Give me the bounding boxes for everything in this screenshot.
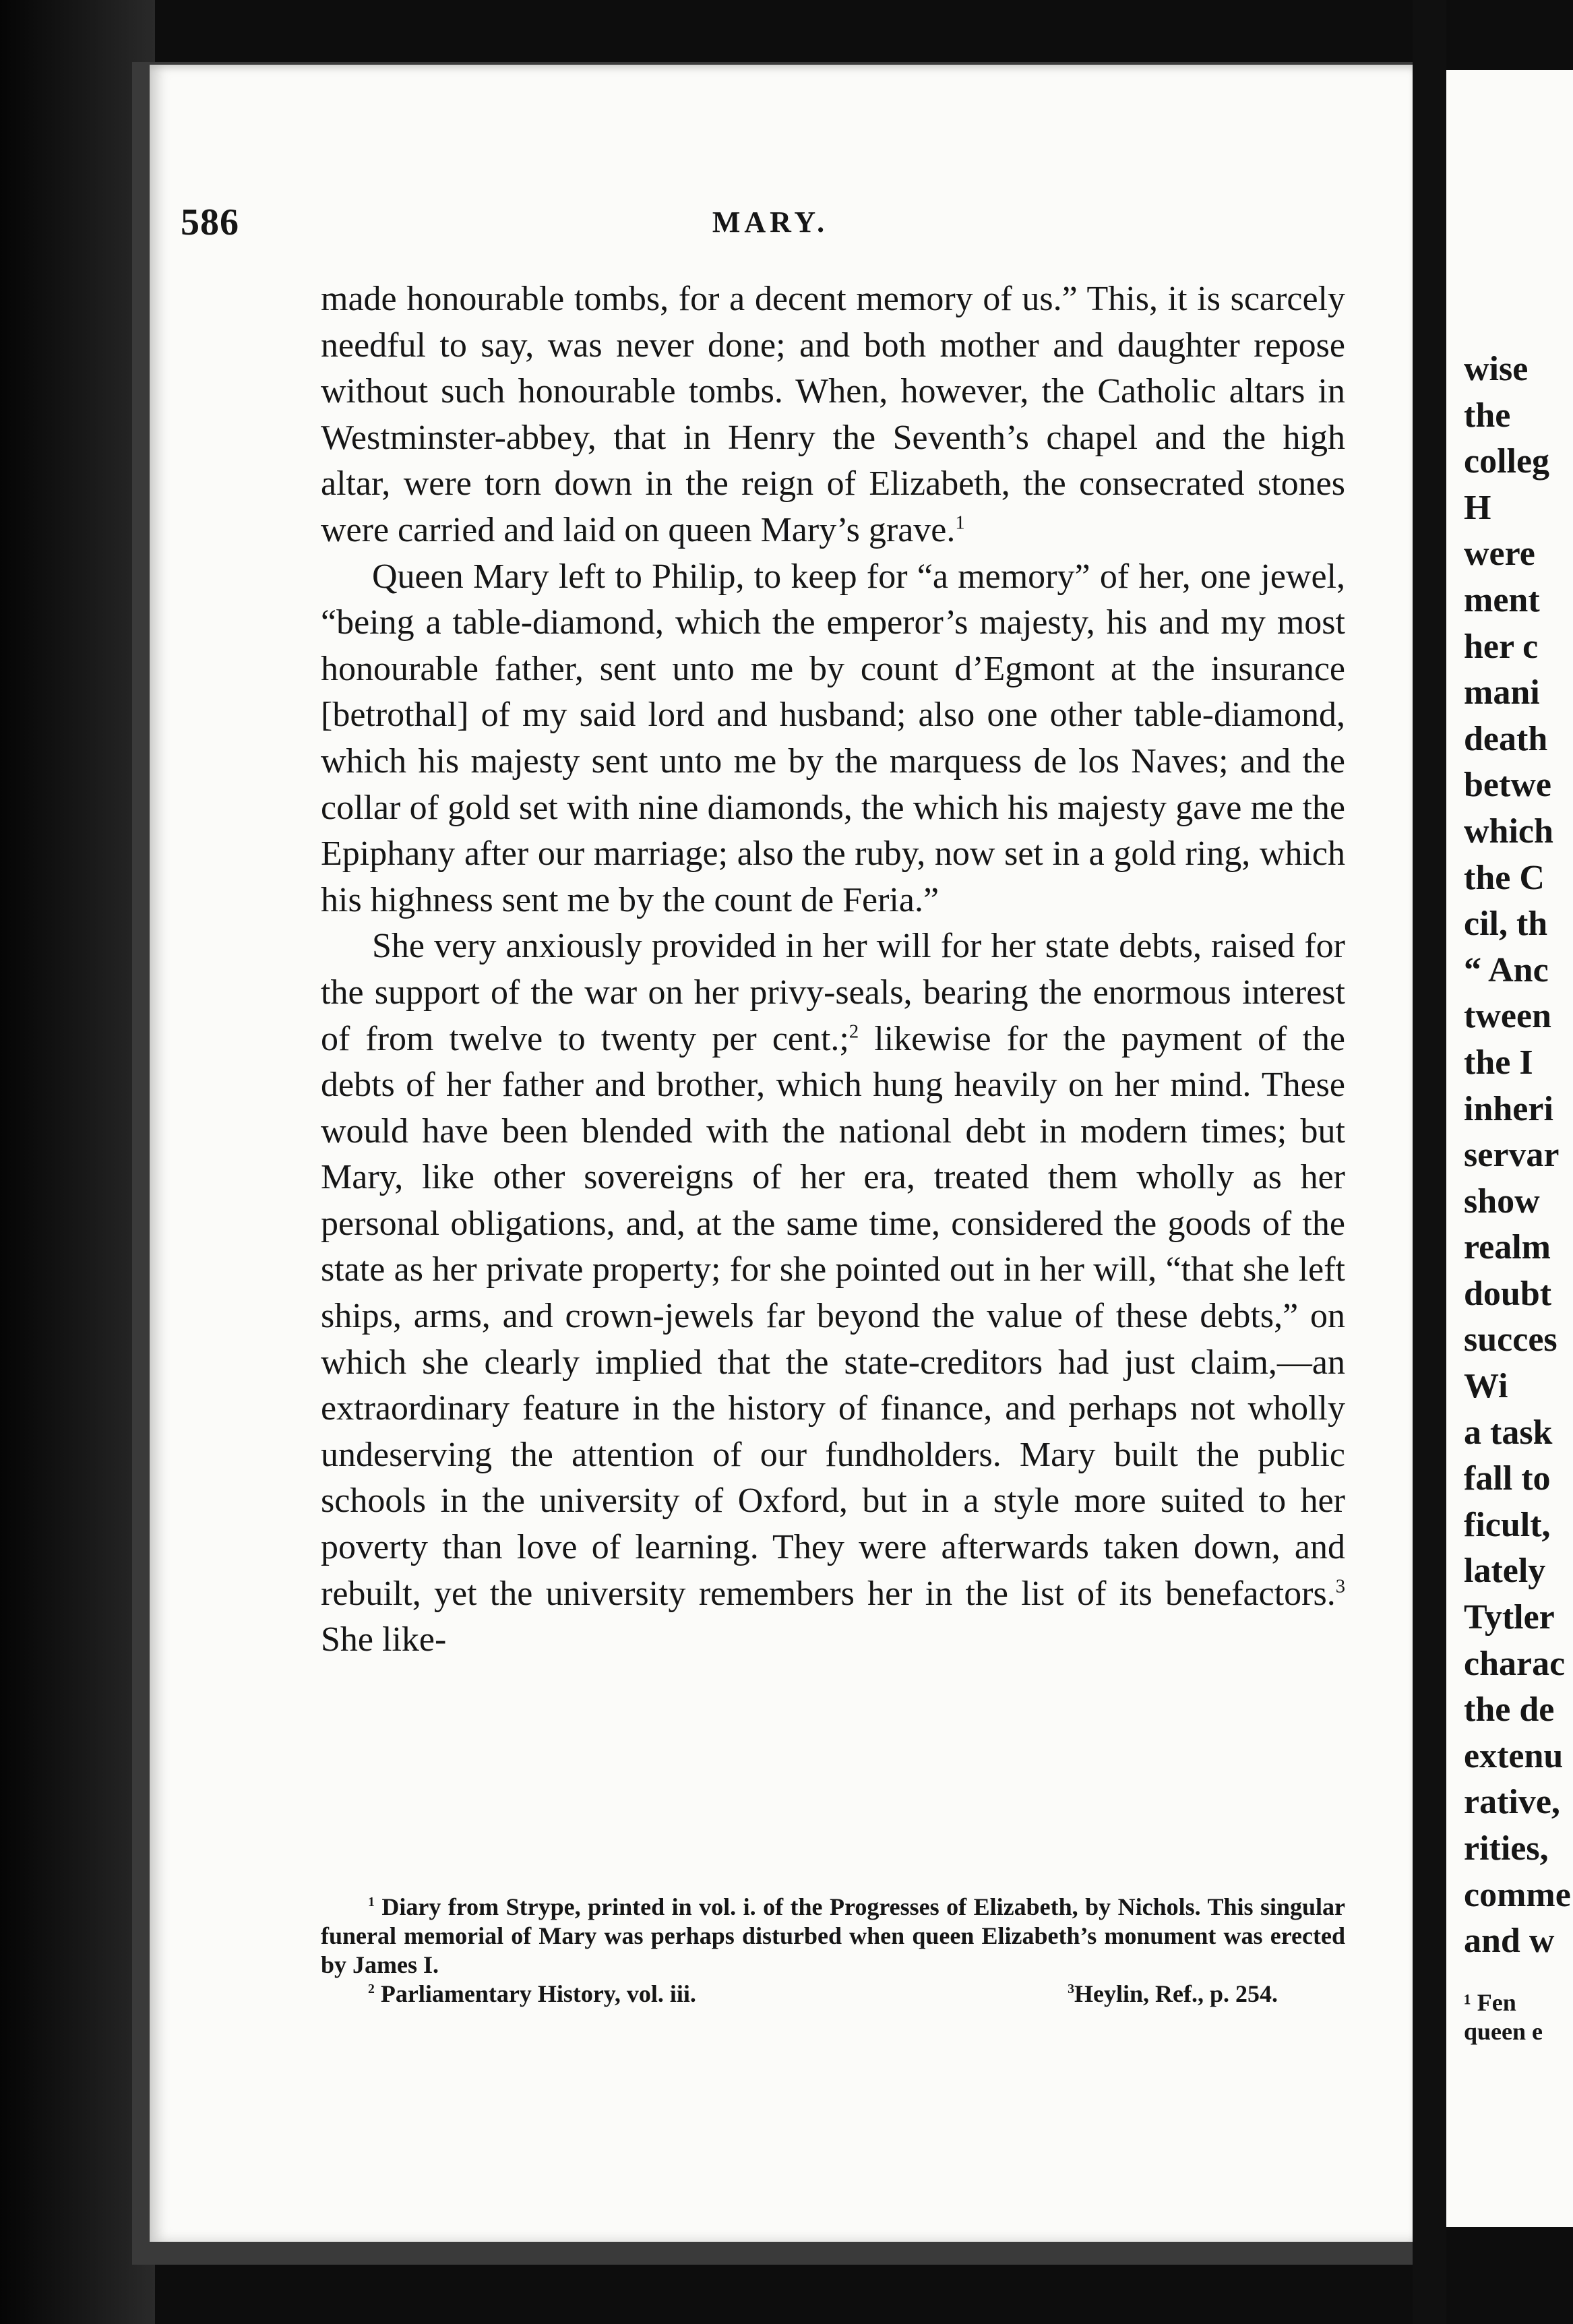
facing-page-line: H <box>1464 488 1491 527</box>
facing-page-line: succes <box>1464 1320 1557 1359</box>
footnote-ref: 3 <box>1335 1576 1345 1597</box>
facing-page <box>1446 70 1573 2227</box>
footnote-text: Parliamentary History, vol. iii. <box>380 1980 696 2007</box>
footnote-marker: 1 <box>368 1895 375 1909</box>
facing-page-footnote <box>1464 1988 1573 2046</box>
facing-page-line: cil, th <box>1464 905 1548 944</box>
facing-page-line: rative, <box>1464 1783 1560 1822</box>
facing-page-line: show <box>1464 1182 1540 1221</box>
paragraph-text: She like- <box>321 1620 447 1659</box>
running-title: MARY. <box>712 206 829 239</box>
facing-page-line: inheri <box>1464 1089 1553 1128</box>
facing-page-text <box>1464 346 1573 1965</box>
footnote-2 <box>368 1980 696 2009</box>
facing-page-line: extenu <box>1464 1736 1564 1775</box>
facing-page-line: and w <box>1464 1922 1555 1961</box>
facing-page-line: lately <box>1464 1552 1546 1591</box>
facing-page-line: which <box>1464 812 1553 851</box>
facing-page-line: charac <box>1464 1644 1566 1683</box>
footnote-3 <box>1068 1980 1278 2009</box>
main-text <box>321 276 1345 1663</box>
page-header <box>181 201 1360 248</box>
facing-page-line: doubt <box>1464 1274 1552 1313</box>
facing-page-line: ficult, <box>1464 1505 1551 1544</box>
facing-page-footnote-line: ¹ Fen <box>1464 1989 1516 2016</box>
footnote-ref: 2 <box>849 1021 859 1043</box>
facing-page-line: tween <box>1464 997 1551 1036</box>
footnote-text: Diary from Strype, printed in vol. i. of the Progresses of Elizabeth, by Nichols. This singular funeral memorial of Mary was perhaps disturbed when queen Elizabeth’s monument was erected by James I. <box>321 1893 1346 1978</box>
facing-page-line: rities, <box>1464 1829 1549 1868</box>
facing-page-line: mani <box>1464 673 1540 712</box>
facing-page-line: the <box>1464 396 1511 435</box>
paragraph-3 <box>321 923 1345 1663</box>
facing-page-line: ment <box>1464 580 1540 619</box>
page-number: 586 <box>181 202 239 243</box>
facing-page-line: Wi <box>1464 1367 1508 1406</box>
paragraph-text: She very anxiously provided in her will for her state debts, raised for the support of the war on her privy-seals, bearing the enormous interest of from twelve to twenty per cent.; <box>321 927 1345 1058</box>
book-gutter <box>1413 0 1446 2324</box>
facing-page-line: servar <box>1464 1136 1560 1175</box>
facing-page-line: the I <box>1464 1043 1533 1082</box>
paragraph-2 <box>321 554 1345 924</box>
footnotes <box>321 1893 1345 2009</box>
facing-page-line: her c <box>1464 627 1539 666</box>
paragraph-text: made honourable tombs, for a decent memory of us.” This, it is scarcely needful to say, was never done; and both mother and daughter repose without such honourable tombs. When, however, the Catholic altars in Westminster-abbey, that in Henry the Seventh’s chapel and the high altar, were torn down in the reign of Elizabeth, the consecrated stones were carried and laid on queen Mary’s grave. <box>321 280 1345 549</box>
facing-page-line: betwe <box>1464 766 1551 805</box>
facing-page-footnote-line: queen e <box>1464 2018 1543 2045</box>
footnote-marker: 2 <box>368 1982 375 1996</box>
facing-page-line: a task <box>1464 1413 1553 1452</box>
footnote-marker: 3 <box>1068 1982 1074 1996</box>
paragraph-text: Queen Mary left to Philip, to keep for “a memory” of her, one jewel, “being a table-diamond, which the emperor’s majesty, his and my most honourable father, sent unto me by count d’Egmont at the insurance [betrothal] of my said lord and husband; also one other table-diamond, which his majesty sent unto me by the marquess de los Naves; and the collar of gold set with nine diamonds, the which his majesty gave me the Epiphany after our marriage; also the ruby, now set in a gold ring, which his highness sent me by the count de Feria.” <box>321 557 1345 919</box>
footnote-row <box>321 1980 1345 2009</box>
facing-page-line: the de <box>1464 1690 1555 1730</box>
footnote-ref: 1 <box>955 512 965 534</box>
paragraph-1 <box>321 276 1345 554</box>
paragraph-text: likewise for the payment of the debts of her father and brother, which hung heavily on her mind. These would have been blended with the national debt in modern times; but Mary, like other sovereigns of her era, treated them wholly as her personal obligations, and, at the same time, considered the goods of the state as her private property; for she pointed out in her will, “that she left ships, arms, and crown-jewels far beyond the value of these debts,” on which she clearly implied that the state-creditors had just claim,—an extraordinary feature in the history of finance, and perhaps not wholly undeserving the attention of our fundholders. Mary built the public schools in the university of Oxford, but in a style more suited to her poverty than love of learning. They were afterwards taken down, and rebuilt, yet the university remembers her in the list of its benefactors. <box>321 1019 1345 1613</box>
facing-page-line: wise <box>1464 350 1529 388</box>
facing-page-line: were <box>1464 534 1535 574</box>
facing-page-line: realm <box>1464 1228 1551 1267</box>
facing-page-line: Tytler <box>1464 1598 1555 1637</box>
footnote-text: Heylin, Ref., p. 254. <box>1074 1980 1278 2007</box>
facing-page-line: the C <box>1464 858 1545 897</box>
facing-page-line: colleg <box>1464 442 1550 481</box>
facing-page-line: “ Anc <box>1464 950 1549 989</box>
facing-page-line: comme <box>1464 1875 1571 1914</box>
facing-page-line: death <box>1464 719 1548 758</box>
facing-page-line: fall to <box>1464 1459 1551 1498</box>
footnote-1 <box>321 1893 1345 1980</box>
